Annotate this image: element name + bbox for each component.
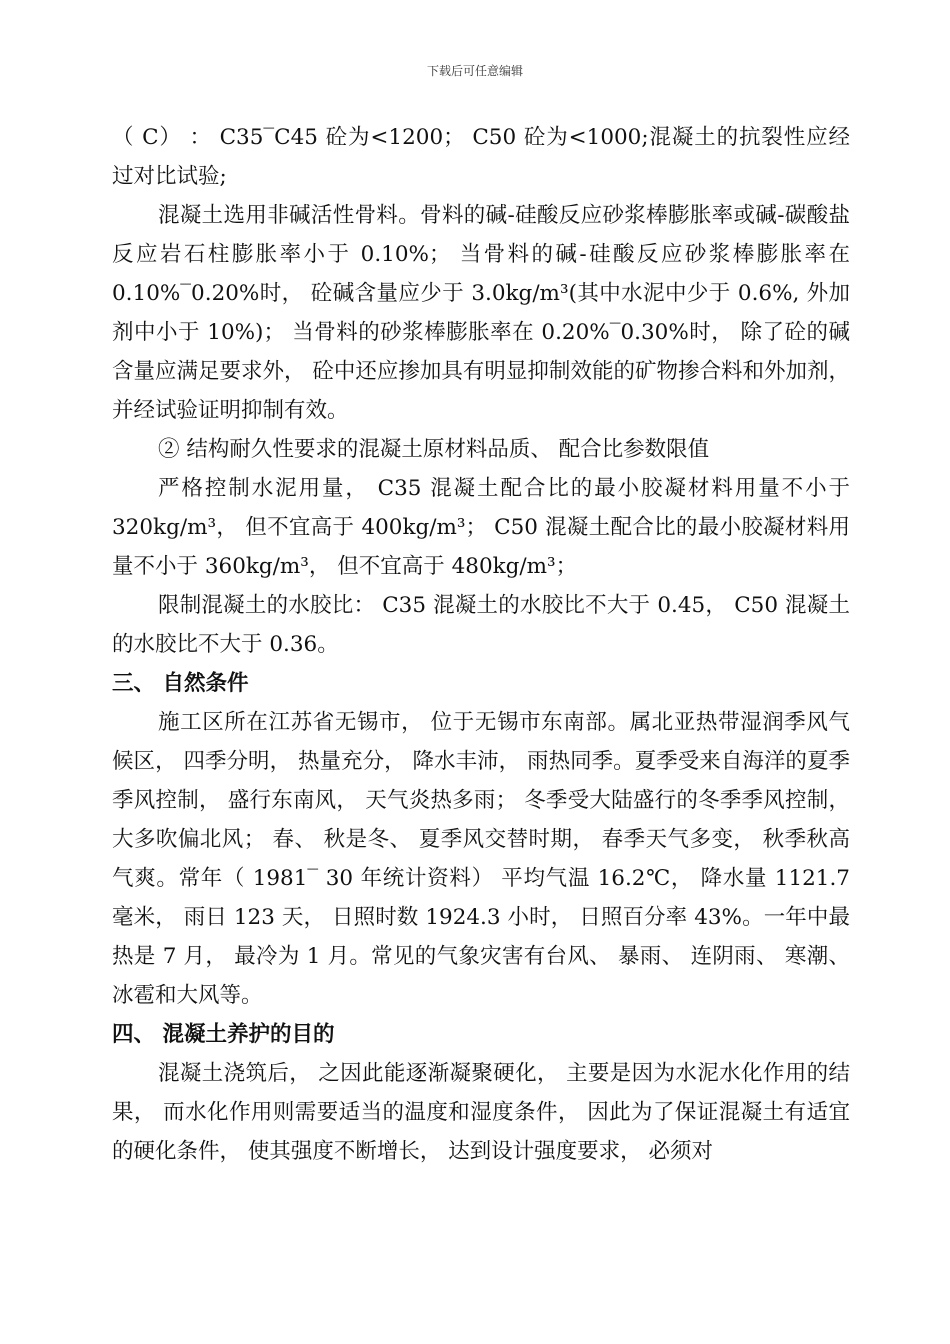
paragraph-water-binder-ratio: 限制混凝土的水胶比： C35 混凝土的水胶比不大于 0.45， C50 混凝土的水胶比不大于 0.36。 [112, 593, 850, 657]
document-body [112, 118, 850, 1171]
paragraph-aggregate-requirements: 混凝土选用非碱活性骨料。骨料的碱-硅酸反应砂浆棒膨胀率或碱-碳酸盐反应岩石柱膨胀率小于 0.10%； 当骨料的碱-硅酸反应砂浆棒膨胀率在 0.10%‾0.20%时， 砼碱含量应少于 3.0kg/m³(其中水泥中少于 0.6%, 外加剂中小于 10%)； 当骨料的砂浆棒膨胀率在 0.20%‾0.30%时， 除了砼的碱含量应满足要求外， 砼中还应掺加具有明显抑制效能的矿物掺合料和外加剂， 并经试验证明抑制有效。 [112, 203, 850, 423]
paragraph-curing-purpose: 混凝土浇筑后， 之因此能逐渐凝聚硬化， 主要是因为水泥水化作用的结果， 而水化作用则需要适当的温度和湿度条件， 因此为了保证混凝土有适宜的硬化条件， 使其强度不断增长， 达到设计强度要求， 必须对 [112, 1061, 850, 1164]
page-header: 下载后可任意编辑 [426, 64, 523, 78]
paragraph-natural-conditions: 施工区所在江苏省无锡市， 位于无锡市东南部。属北亚热带湿润季风气候区， 四季分明， 热量充分， 降水丰沛， 雨热同季。夏季受来自海洋的夏季季风控制， 盛行东南风， 天气炎热多雨； 冬季受大陆盛行的冬季季风控制， 大多吹偏北风； 春、 秋是冬、 夏季风交替时期， 春季天气多变， 秋季秋高气爽。常年（ 1981‾ 30 年统计资料） 平均气温 16.2℃， 降水量 1121.7 毫米， 雨日 123 天， 日照时数 1924.3 小时， 日照百分率 43%。一年中最热是 7 月， 最冷为 1 月。常见的气象灾害有台风、 暴雨、 连阴雨、 寒潮、 冰雹和大风等。 [112, 710, 850, 1008]
section-heading-natural-conditions: 三、 自然条件 [112, 671, 249, 696]
paragraph-durability-subtitle: ② 结构耐久性要求的混凝土原材料品质、 配合比参数限值 [158, 437, 710, 462]
paragraph-cement-dosage: 严格控制水泥用量， C35 混凝土配合比的最小胶凝材料用量不小于 320kg/m³， 但不宜高于 400kg/m³； C50 混凝土配合比的最小胶凝材料用量不小于 360kg/m³， 但不宜高于 480kg/m³； [112, 476, 850, 579]
section-heading-curing-purpose: 四、 混凝土养护的目的 [112, 1022, 335, 1047]
paragraph-test-requirements: （ C） ： C35‾C45 砼为<1200； C50 砼为<1000;混凝土的抗裂性应经过对比试验; [112, 125, 850, 189]
